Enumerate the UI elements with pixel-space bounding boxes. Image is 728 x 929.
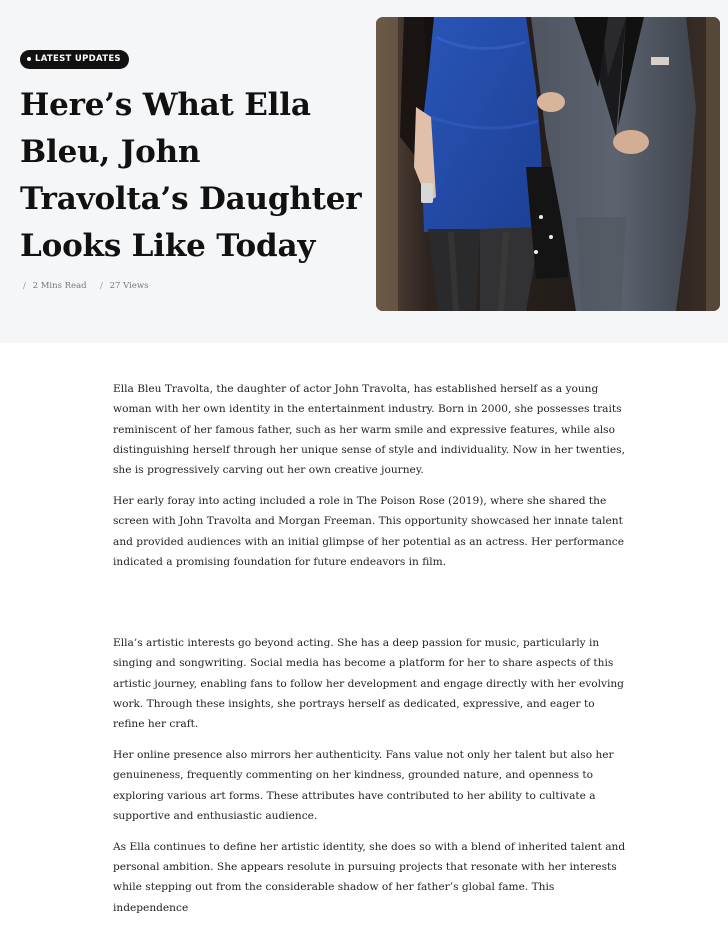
category-badge[interactable] xyxy=(20,50,129,69)
article-paragraph: As Ella continues to define her artistic identity, she does so with a blend of inherited talent and personal ambition. She appears resolute in pursuing projects that resonate with her interests while stepping out from the considerable shadow of her father’s global fame. This independence xyxy=(113,840,626,914)
view-count: 27 Views xyxy=(109,280,149,291)
article-hero xyxy=(0,0,728,343)
badge-dot-icon xyxy=(27,57,31,61)
read-time: 2 Mins Read xyxy=(32,280,87,291)
featured-photo-illustration xyxy=(376,17,720,311)
meta-separator: / xyxy=(100,280,103,291)
article-paragraph: Her early foray into acting included a role in The Poison Rose (2019), where she shared the screen with John Travolta and Morgan Freeman. This opportunity showcased her innate talent and provided audiences with an initial glimpse of her potential as an actress. Her performance indicated a promising foundation for future endeavors in film. xyxy=(113,494,624,568)
article-title: Here’s What Ella Bleu, John Travolta’s Daughter Looks Like Today xyxy=(20,86,362,264)
article-body xyxy=(113,379,628,929)
hero-text-block xyxy=(20,46,365,291)
meta-separator: / xyxy=(23,280,26,291)
article-paragraph: Ella Bleu Travolta, the daughter of actor John Travolta, has established herself as a young woman with her own identity in the entertainment industry. Born in 2000, she possesses traits reminiscent of her famous father, such as her warm smile and expressive features, while also distinguishing herself through her unique sense of style and individuality. Now in her twenties, she is progressively carving out her own creative journey. xyxy=(113,383,625,477)
featured-photo xyxy=(376,17,720,311)
article-paragraph: Ella’s artistic interests go beyond acting. She has a deep passion for music, particularly in singing and songwriting. Social media has become a platform for her to share aspects of this artistic journey, enabling fans to follow her development and engage directly with her evolving work. Through these insights, she portrays herself as dedicated, expressive, and eager to refine her craft. xyxy=(113,637,624,731)
article-meta xyxy=(20,281,365,291)
badge-label: LATEST UPDATES xyxy=(35,54,121,64)
article-paragraph: Her online presence also mirrors her authenticity. Fans value not only her talent but also her genuineness, frequently commenting on her kindness, grounded nature, and openness to exploring various art forms. These attributes have contributed to her ability to cultivate a supportive and enthusiastic audience. xyxy=(113,749,614,823)
